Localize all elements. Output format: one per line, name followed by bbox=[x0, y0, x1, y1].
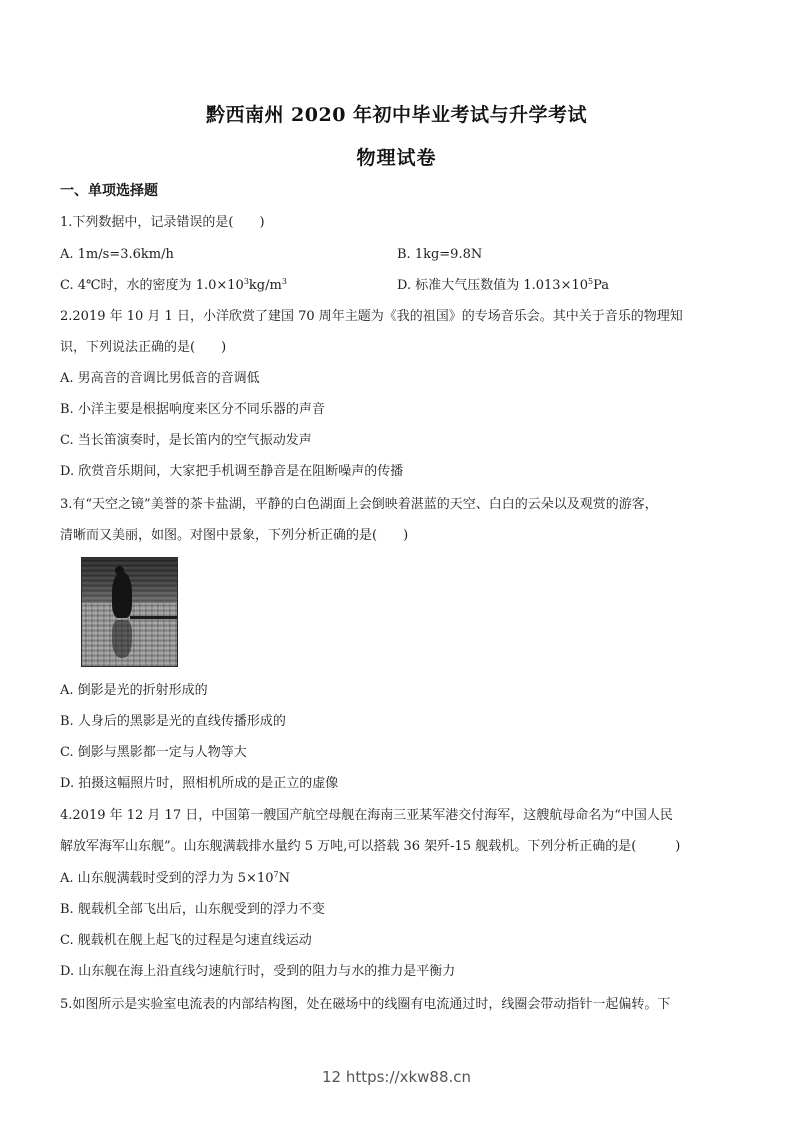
lake-reflection-photo bbox=[81, 557, 178, 667]
question-3-option-b: B. 人身后的黑影是光的直线传播形成的 bbox=[60, 714, 286, 729]
exponent: 5 bbox=[588, 277, 594, 286]
question-3-option-c: C. 倒影与黑影都一定与人物等大 bbox=[60, 745, 247, 760]
question-3-stem-line-2: 清晰而又美丽，如图。对图中景象，下列分析正确的是( ) bbox=[60, 528, 409, 543]
photo-person bbox=[112, 572, 132, 618]
question-1-stem: 1.下列数据中，记录错误的是( ) bbox=[60, 215, 265, 230]
question-2-option-d: D. 欣赏音乐期间，大家把手机调至静音是在阻断噪声的传播 bbox=[60, 464, 404, 479]
photo-shadow bbox=[130, 616, 178, 619]
question-2-option-a: A. 男高音的音调比男低音的音调低 bbox=[60, 371, 260, 386]
exponent: 7 bbox=[273, 870, 279, 879]
question-2-option-b: B. 小洋主要是根据响度来区分不同乐器的声音 bbox=[60, 402, 325, 417]
exam-subtitle: 物理试卷 bbox=[356, 147, 437, 169]
photo-reflection bbox=[112, 620, 132, 658]
question-1-option-d bbox=[397, 277, 609, 295]
exam-title: 黔西南州 2020 年初中毕业考试与升学考试 bbox=[205, 104, 588, 126]
question-4-option-d: D. 山东舰在海上沿直线匀速航行时，受到的阻力与水的推力是平衡力 bbox=[60, 964, 456, 979]
exponent: 3 bbox=[281, 277, 287, 286]
question-3-option-d: D. 拍摄这幅照片时，照相机所成的是正立的虚像 bbox=[60, 776, 339, 791]
question-3-option-a: A. 倒影是光的折射形成的 bbox=[60, 683, 208, 698]
question-2-stem-line-1: 2.2019 年 10 月 1 日，小洋欣赏了建国 70 周年主题为《我的祖国》的专场音乐会。其中关于音乐的物理知 bbox=[60, 309, 683, 324]
question-2-stem-line-2: 识，下列说法正确的是( ) bbox=[60, 340, 227, 355]
question-3-stem-line-1: 3.有“天空之镜”美誉的茶卡盐湖，平静的白色湖面上会倒映着湛蓝的天空、白白的云朵以及观赏的游客， bbox=[60, 497, 658, 512]
question-4-option-a bbox=[60, 870, 290, 888]
question-1-option-a: A. 1m/s=3.6km/h bbox=[60, 247, 174, 262]
question-4-option-c: C. 舰载机在舰上起飞的过程是匀速直线运动 bbox=[60, 933, 312, 948]
unit-text: N bbox=[278, 871, 290, 886]
question-2-option-c: C. 当长笛演奏时，是长笛内的空气振动发声 bbox=[60, 433, 312, 448]
page-footer: 12 https://xkw88.cn bbox=[321, 1068, 472, 1086]
question-4-stem-line-1: 4.2019 年 12 月 17 日，中国第一艘国产航空母舰在海南三亚某军港交付海军，这艘航母命名为“中国人民 bbox=[60, 808, 673, 823]
section-heading: 一、单项选择题 bbox=[60, 183, 158, 199]
question-1-option-c bbox=[60, 277, 287, 295]
question-5-stem-line-1: 5.如图所示是实验室电流表的内部结构图，处在磁场中的线圈有电流通过时，线圈会带动指针一起偏转。下 bbox=[60, 997, 671, 1012]
question-4-stem-line-2: 解放军海军山东舰”。山东舰满载排水量约 5 万吨,可以搭载 36 架歼-15 舰载机。下列分析正确的是( ) bbox=[60, 839, 681, 854]
option-d-text: D. 标准大气压数值为 1.013×10 bbox=[397, 278, 589, 293]
question-1-option-b: B. 1kg=9.8N bbox=[397, 247, 483, 262]
option-a-text: A. 山东舰满载时受到的浮力为 5×10 bbox=[60, 871, 274, 886]
exponent: 3 bbox=[243, 277, 249, 286]
unit-text: kg/m bbox=[248, 278, 282, 293]
question-4-option-b: B. 舰载机全部飞出后，山东舰受到的浮力不变 bbox=[60, 902, 325, 917]
option-c-text: C. 4℃时，水的密度为 1.0×10 bbox=[60, 278, 244, 293]
unit-text: Pa bbox=[593, 278, 610, 293]
